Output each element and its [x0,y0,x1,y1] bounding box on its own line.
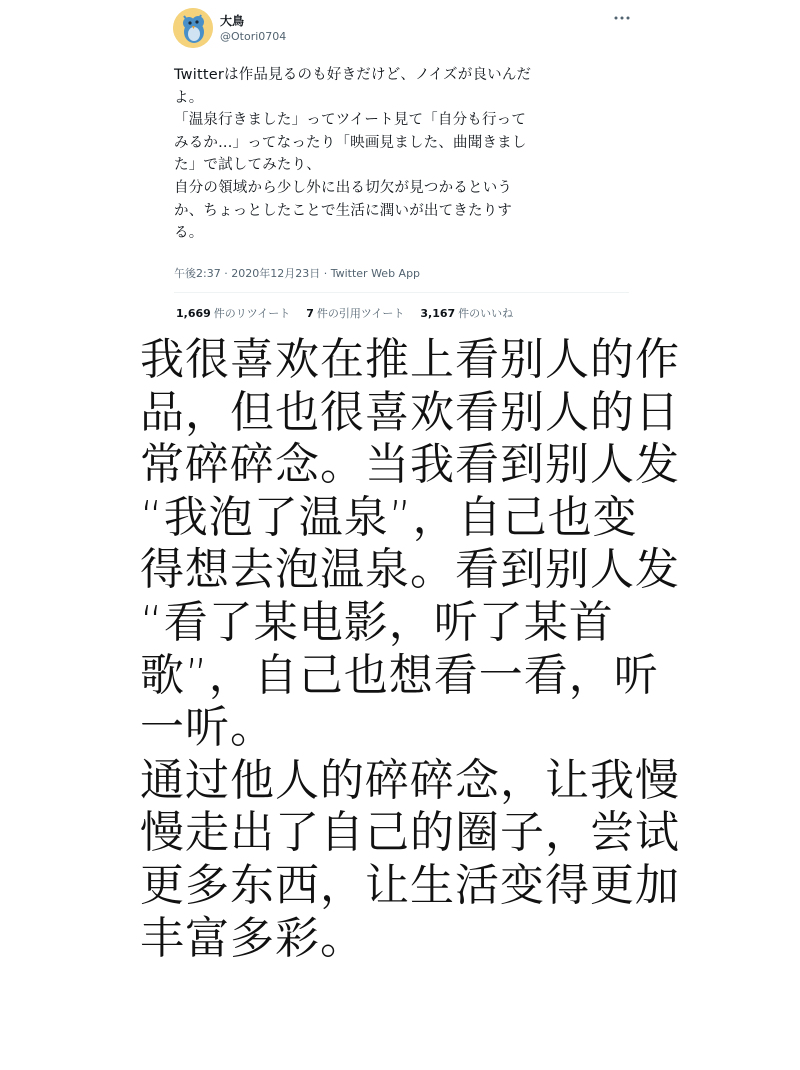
quotes-stat[interactable] [306,305,404,321]
translation-line: “我泡了温泉”，自己也变 [140,491,638,543]
tweet-body [174,64,622,245]
likes-count: 3,167 [420,307,456,320]
quotes-count: 7 [306,307,314,320]
tweet-text-line: 自分の領域から少し外に出る切欠が見つかるという [174,179,513,196]
tweet-source[interactable]: Twitter Web App [330,267,421,280]
translation-line: 一听。 [140,702,275,754]
tweet-meta [174,265,420,281]
meta-separator: · [323,267,328,280]
author-handle[interactable]: @Otori0704 [220,30,287,43]
likes-label: 件のいいね [458,307,514,320]
more-options-icon[interactable] [612,10,632,26]
translation-line: 丰富多彩。 [140,912,365,964]
avatar[interactable] [173,8,213,48]
tweet-text-line: る。 [174,225,204,242]
tweet-date[interactable]: 2020年12月23日 [231,267,321,280]
translation-line: 我很喜欢在推上看别人的作 [140,334,680,385]
tweet-stats [176,305,513,321]
bird-mascot-icon [173,8,213,48]
tweet-text-line: みるか...」ってなったり「映画見ました、曲聞きまし [174,134,527,151]
translation-line: 品，但也很喜欢看别人的日 [140,386,680,438]
translation-line: “看了某电影，听了某首 [140,596,614,648]
translation-text [140,334,680,965]
tweet-text-line: Twitterは作品見るのも好きだけど、ノイズが良いんだ [174,67,532,83]
translation-line: 常碎碎念。当我看到别人发 [140,439,680,491]
tweet-card [160,0,635,330]
quotes-label: 件の引用ツイート [316,307,405,320]
retweets-label: 件のリツイート [213,307,291,320]
translation-line: 通过他人的碎碎念，让我慢 [140,754,680,806]
tweet-text-line: よ。 [174,89,204,106]
translation-line: 得想去泡温泉。看到别人发 [140,544,680,596]
translation-line: 慢走出了自己的圈子，尝试 [140,807,680,859]
tweet-text-line: た」で試してみたり、 [174,157,321,174]
likes-stat[interactable] [420,305,513,321]
author-name[interactable]: 大鳥 [220,14,245,28]
retweets-stat[interactable] [176,305,290,321]
divider [174,292,629,293]
tweet-text-line: 「温泉行きました」ってツイート見て「自分も行って [174,112,527,129]
translation-line: 歌”，自己也想看一看，听 [140,649,659,701]
translation-line: 更多东西，让生活变得更加 [140,859,680,911]
retweets-count: 1,669 [176,307,211,320]
meta-separator: · [224,267,228,280]
tweet-time[interactable]: 午後2:37 [174,267,221,280]
tweet-text-line: か、ちょっとしたことで生活に潤いが出てきたりす [174,202,513,219]
